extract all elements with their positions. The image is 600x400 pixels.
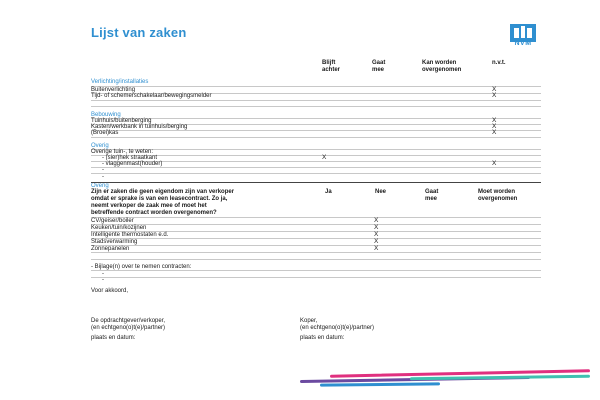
row-label: - bbox=[102, 167, 104, 173]
divider bbox=[91, 149, 541, 150]
row-label: Keuken/tuin/kozijnen bbox=[91, 225, 147, 231]
divider bbox=[91, 182, 541, 183]
column-header-ja: Ja bbox=[325, 189, 332, 195]
divider bbox=[91, 259, 541, 260]
row-label: CV/geiser/boiler bbox=[91, 218, 134, 224]
divider bbox=[91, 118, 541, 119]
check-mark: X bbox=[492, 117, 497, 124]
row-label: (Broei)kas bbox=[91, 130, 119, 136]
row-label: Tuinhuis/buitenberging bbox=[91, 118, 152, 124]
logo-text: NVM bbox=[514, 40, 532, 47]
divider bbox=[91, 167, 541, 168]
row-label: Zonnepanelen bbox=[91, 246, 130, 252]
check-mark: X bbox=[374, 224, 379, 231]
check-mark: X bbox=[374, 238, 379, 245]
row-label: Buitenverlichting bbox=[91, 87, 136, 93]
bijlage-label: - Bijlage(n) over te nemen contracten: bbox=[91, 264, 192, 270]
divider bbox=[91, 106, 541, 107]
column-header-nee: Nee bbox=[375, 189, 387, 195]
check-mark: X bbox=[492, 160, 497, 167]
divider bbox=[91, 86, 541, 87]
divider bbox=[91, 224, 541, 225]
row-label: Tijd- of schemerschakelaar/bewegingsmelder bbox=[91, 93, 212, 99]
divider bbox=[91, 277, 541, 278]
divider bbox=[91, 217, 541, 218]
divider bbox=[91, 245, 541, 246]
footer-stripe-blue bbox=[320, 382, 440, 386]
column-header-gaat-mee: Gaat mee bbox=[425, 189, 439, 202]
section-title-verlichting: Verlichting/installaties bbox=[91, 79, 149, 85]
column-header-blijft-achter: Blijft achter bbox=[322, 60, 341, 73]
divider bbox=[91, 130, 541, 131]
column-header-kan-worden-overgenomen: Kan worden overgenomen bbox=[422, 60, 462, 73]
check-mark: X bbox=[492, 86, 497, 93]
divider bbox=[91, 270, 541, 271]
row-label: - bbox=[102, 277, 104, 283]
section-title-bebouwing: Bebouwing bbox=[91, 112, 121, 118]
signature-right: Koper, (en echtgeno(o)t(e)/partner) bbox=[300, 318, 375, 331]
divider bbox=[91, 100, 541, 101]
column-header-nvt: n.v.t. bbox=[492, 60, 506, 66]
row-label: - bbox=[102, 271, 104, 277]
section-intro: Overige tuin-, te weten: bbox=[91, 149, 154, 155]
signature-right-place: plaats en datum: bbox=[300, 335, 345, 341]
section-title-overig-lease: Overig bbox=[91, 183, 109, 189]
row-label: - bbox=[102, 174, 104, 180]
divider bbox=[91, 252, 541, 253]
row-label: - vlaggenmast(houder) bbox=[102, 161, 163, 167]
divider bbox=[91, 137, 541, 138]
check-mark: X bbox=[374, 231, 379, 238]
check-mark: X bbox=[492, 123, 497, 130]
signature-left: De opdrachtgever/verkoper, (en echtgeno(o)t(e)/partner) bbox=[91, 318, 166, 331]
check-mark: X bbox=[322, 154, 327, 161]
lease-question: Zijn er zaken die geen eigendom zijn van verkoper omdat er sprake is van een leasecontract. Zo ja, neemt verkoper de zaak mee of moet het betreffende contract worden overgenomen? bbox=[91, 189, 235, 216]
page-title: Lijst van zaken bbox=[91, 25, 187, 40]
divider bbox=[91, 155, 541, 156]
check-mark: X bbox=[492, 92, 497, 99]
check-mark: X bbox=[492, 129, 497, 136]
check-mark: X bbox=[374, 217, 379, 224]
column-header-gaat-mee: Gaat mee bbox=[372, 60, 386, 73]
check-mark: X bbox=[374, 245, 379, 252]
section-title-overig: Overig bbox=[91, 143, 109, 149]
divider bbox=[91, 173, 541, 174]
row-label: Kasten/werkbank in tuinhuis/berging bbox=[91, 124, 188, 130]
signature-left-place: plaats en datum: bbox=[91, 335, 136, 341]
row-label: Stadsverwarming bbox=[91, 239, 138, 245]
column-header-moet-worden-overgenomen: Moet worden overgenomen bbox=[478, 189, 518, 202]
divider bbox=[91, 238, 541, 239]
akkoord-label: Voor akkoord, bbox=[91, 288, 129, 294]
row-label: - (sier)hek straatkant bbox=[102, 155, 158, 161]
row-label: Intelligente thermostaten e.d. bbox=[91, 232, 169, 238]
nvm-logo-icon bbox=[506, 22, 540, 52]
